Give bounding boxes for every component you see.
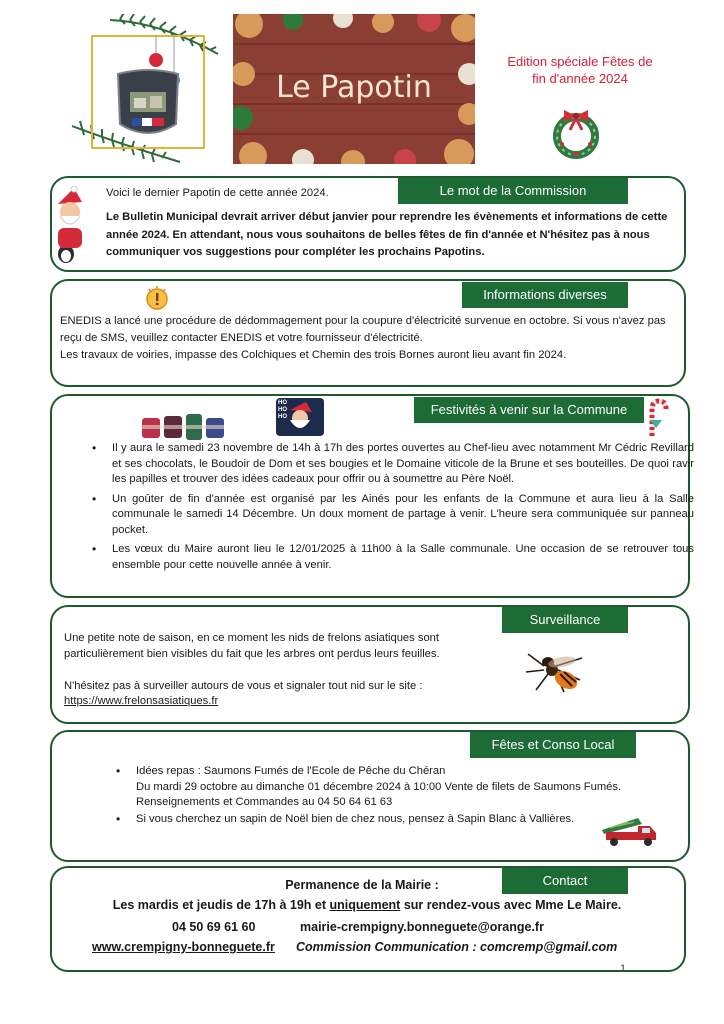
edition-line-1: Edition spéciale Fêtes de xyxy=(507,54,653,69)
contact-hours-pre: Les mardis et jeudis de 17h à 19h et xyxy=(112,898,330,912)
commission-tag: Le mot de la Commission xyxy=(398,178,628,204)
surveillance-text-1: Une petite note de saison, en ce moment les nids de frelons asiatiques sont particulièrement bien visibles du fait que les arbres ont perdus leurs feuilles. xyxy=(64,632,440,660)
infos-para-2: Les travaux de voiries, impasse des Colchiques et Chemin des trois Bornes auront lieu avant fin 2024. xyxy=(60,349,567,361)
festivites-list xyxy=(86,441,694,577)
commission-text: Le Bulletin Municipal devrait arriver début janvier pour reprendre les évènements et informations de cette année 2024. En attendant, nous vous souhaitons de belles fêtes de fin d'année et N'hésitez pas à nous communiquer vos suggestions pour compléter les prochains Papotins. xyxy=(106,211,668,258)
contact-tag: Contact xyxy=(502,868,628,894)
surveillance-tag: Surveillance xyxy=(502,607,628,633)
banner xyxy=(233,14,475,164)
infos-para-1: ENEDIS a lancé une procédure de dédommagement pour la coupure d'électricité survenue en octobre. Si vous n'avez pas reçu de SMS, veuillez contacter ENEDIS et votre fournisseur d'électricité. xyxy=(60,315,666,344)
website-link[interactable]: www.crempigny-bonneguete.fr xyxy=(92,940,275,954)
candy-cane-icon xyxy=(646,398,670,438)
banner-title: Le Papotin xyxy=(276,70,432,105)
conso-tag: Fêtes et Conso Local xyxy=(470,732,636,758)
conso-item-1-line-1: • Idées repas : Saumons Fumés de l'Ecole de Pêche du Chéran xyxy=(136,765,446,777)
municipal-logo xyxy=(70,14,230,166)
list-item: • Un goûter de fin d'année est organisé par les Ainés pour les enfants de la Commune et aura lieu à la Salle communale le samedi 14 Décembre. Un doux moment de partage à venir. L'heure sera communiquée sur panneau pocket. xyxy=(112,492,694,539)
contact-hours-emphasis: uniquement xyxy=(329,898,401,912)
conso-item-1-line-3: Renseignements et Commandes au 04 50 64 61 63 xyxy=(136,796,393,808)
contact-hours xyxy=(60,898,674,912)
list-item: • Il y aura le samedi 23 novembre de 14h à 17h des portes ouvertes au Chef-lieu avec notamment Mr Cédric Revillard et ses chocolats, le Boudoir de Dom et ses bougies et le Domaine viticole de la Brune et ses bouteilles. De quoi ravir les papilles et trouver des idées cadeaux pour offrir ou à soumettre au Père Noël. xyxy=(112,441,694,488)
list-item xyxy=(136,764,696,811)
infos-tag: Informations diverses xyxy=(462,282,628,308)
communication-contact: Commission Communication : comcremp@gmail.com xyxy=(296,940,618,954)
list-item: • Si vous cherchez un sapin de Noël bien de chez nous, pensez à Sapin Blanc à Vallières. xyxy=(136,812,696,828)
edition-label xyxy=(495,53,665,87)
festivites-tag: Festivités à venir sur la Commune xyxy=(414,397,644,423)
warning-icon xyxy=(144,285,170,311)
santa-badge-text: HO HO HO xyxy=(278,400,287,420)
edition-line-2: fin d'année 2024 xyxy=(532,71,628,86)
truck-tree-icon xyxy=(598,814,660,848)
contact-hours-post: sur rendez-vous avec Mme Le Maire. xyxy=(400,898,622,912)
list-item: • Les vœux du Maire auront lieu le 12/01/2025 à 11h00 à la Salle communale. Une occasion de se retrouver tous ensemble pour cette nouvelle année à venir. xyxy=(112,542,694,573)
contact-email[interactable]: mairie-crempigny.bonneguete@orange.fr xyxy=(300,920,544,934)
santa-badge xyxy=(276,398,324,436)
santa-penguin-icon xyxy=(52,186,88,264)
gift-jars-icon xyxy=(140,412,226,442)
contact-title: Permanence de la Mairie : xyxy=(285,878,439,892)
page-number: 1 xyxy=(620,963,627,975)
surveillance-text-2: N'hésitez pas à surveiller autours de vous et signaler tout nid sur le site : xyxy=(64,680,423,692)
frelons-link[interactable]: https://www.frelonsasiatiques.fr xyxy=(64,695,219,707)
commission-intro: Voici le dernier Papotin de cette année 2024. xyxy=(106,187,329,199)
contact-phone[interactable]: 04 50 69 61 60 xyxy=(172,920,256,934)
wreath-icon xyxy=(550,106,602,160)
conso-item-1-line-2: Du mardi 29 octobre au dimanche 01 décembre 2024 à 10:00 Vente de filets de Saumons Fumés. xyxy=(136,780,622,793)
hornet-icon xyxy=(522,644,588,704)
